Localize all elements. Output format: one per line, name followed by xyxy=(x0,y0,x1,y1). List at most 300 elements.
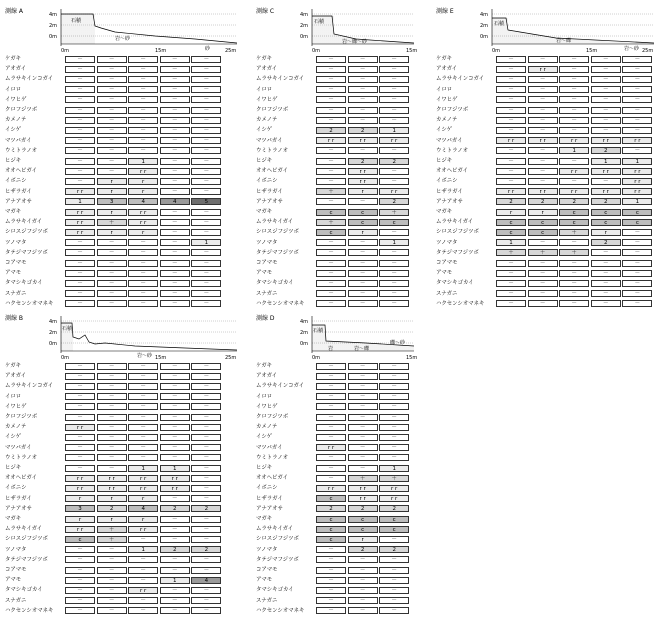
abundance-cell: － xyxy=(160,290,190,297)
abundance-cell: － xyxy=(559,76,589,83)
abundance-cell: r r xyxy=(379,495,409,502)
abundance-cell: 3 xyxy=(97,198,127,205)
species-name: イボニシ xyxy=(5,178,27,185)
abundance-cell: － xyxy=(65,546,95,553)
abundance-cell: － xyxy=(348,280,378,287)
abundance-cell: － xyxy=(191,290,221,297)
species-row xyxy=(256,525,496,533)
species-row xyxy=(436,126,661,134)
species-row xyxy=(436,249,661,257)
abundance-cell: ＋ xyxy=(97,536,127,543)
abundance-cell: － xyxy=(379,270,409,277)
abundance-cell: － xyxy=(528,76,558,83)
abundance-cell: － xyxy=(316,454,346,461)
abundance-cell: － xyxy=(559,158,589,165)
abundance-cell: － xyxy=(65,260,95,267)
abundance-cell: － xyxy=(528,300,558,307)
abundance-cell: － xyxy=(559,66,589,73)
species-name: イボニシ xyxy=(5,485,27,492)
species-row xyxy=(5,96,245,104)
abundance-cell: r r xyxy=(559,137,589,144)
species-name: ハクセンシオマネキ xyxy=(5,607,54,614)
species-name: アオガイ xyxy=(436,66,458,73)
abundance-cell: 4 xyxy=(160,198,190,205)
abundance-cell: － xyxy=(160,597,190,604)
species-name: ケガキ xyxy=(5,363,22,369)
abundance-cell: － xyxy=(348,96,378,103)
abundance-cell: 2 xyxy=(379,198,409,205)
abundance-cell: － xyxy=(160,96,190,103)
species-name: カメノテ xyxy=(256,117,278,124)
species-name: ヒザラガイ xyxy=(436,188,463,195)
abundance-cell: r r xyxy=(128,587,158,594)
abundance-cell: － xyxy=(191,495,221,502)
species-row xyxy=(5,86,245,94)
abundance-cell: － xyxy=(348,260,378,267)
abundance-cell: － xyxy=(528,96,558,103)
abundance-cell: 2 xyxy=(348,158,378,165)
abundance-cell: － xyxy=(622,300,652,307)
abundance-cell: － xyxy=(622,147,652,154)
species-row xyxy=(5,607,245,615)
abundance-cell: － xyxy=(348,414,378,421)
abundance-cell: － xyxy=(128,56,158,63)
abundance-cell: － xyxy=(191,434,221,441)
species-row xyxy=(436,279,661,287)
abundance-cell: － xyxy=(379,363,409,370)
abundance-cell: － xyxy=(496,260,526,267)
species-name: アマモ xyxy=(256,270,273,277)
abundance-cell: － xyxy=(559,239,589,246)
species-name: スナガニ xyxy=(5,597,27,604)
species-row xyxy=(5,126,245,134)
abundance-cell: r r xyxy=(379,137,409,144)
abundance-cell: － xyxy=(191,300,221,307)
abundance-cell: r xyxy=(65,516,95,523)
species-name: イワヒゲ xyxy=(5,403,27,410)
abundance-cell: － xyxy=(191,597,221,604)
abundance-cell: 1 xyxy=(559,147,589,154)
abundance-cell: － xyxy=(128,107,158,114)
abundance-cell: － xyxy=(65,239,95,246)
axis-tick: 0m xyxy=(312,355,321,361)
species-name: ハクセンシオマネキ xyxy=(436,300,485,307)
abundance-cell: ＋ xyxy=(559,249,589,256)
abundance-cell: － xyxy=(622,229,652,236)
abundance-cell: － xyxy=(97,373,127,380)
abundance-cell: － xyxy=(65,403,95,410)
species-row xyxy=(436,167,661,175)
abundance-cell: － xyxy=(191,86,221,93)
elev-label-4m: 4m xyxy=(300,12,309,18)
abundance-cell: － xyxy=(379,414,409,421)
abundance-cell: 2 xyxy=(379,158,409,165)
abundance-cell: － xyxy=(591,290,621,297)
abundance-cell: － xyxy=(160,86,190,93)
abundance-cell: r r xyxy=(316,444,346,451)
species-name: イシゲ xyxy=(436,127,453,134)
abundance-cell: － xyxy=(65,86,95,93)
species-row xyxy=(436,96,661,104)
abundance-cell: 2 xyxy=(191,505,221,512)
abundance-cell: c xyxy=(379,526,409,533)
species-row xyxy=(5,362,245,370)
abundance-cell: － xyxy=(128,239,158,246)
abundance-cell: － xyxy=(97,363,127,370)
axis-tick: 25m xyxy=(642,48,654,54)
abundance-cell: － xyxy=(316,290,346,297)
abundance-cell: 2 xyxy=(348,505,378,512)
abundance-cell: － xyxy=(559,107,589,114)
species-name: ウミトラノオ xyxy=(256,147,289,154)
abundance-cell: － xyxy=(65,147,95,154)
abundance-cell: － xyxy=(97,393,127,400)
abundance-cell: － xyxy=(97,556,127,563)
abundance-cell: － xyxy=(65,96,95,103)
species-name: タテジマフジツボ xyxy=(256,556,299,563)
abundance-cell: r r xyxy=(128,168,158,175)
species-name: イボニシ xyxy=(256,485,278,492)
abundance-cell: － xyxy=(128,270,158,277)
species-name: シロスジフジツボ xyxy=(256,229,299,236)
abundance-cell: － xyxy=(348,198,378,205)
abundance-cell: r r xyxy=(559,188,589,195)
abundance-cell: － xyxy=(65,76,95,83)
abundance-cell: 1 xyxy=(128,465,158,472)
abundance-cell: － xyxy=(128,363,158,370)
species-name: ヒザラガイ xyxy=(5,495,32,502)
axis-tick: 15m xyxy=(406,355,418,361)
abundance-cell: － xyxy=(348,465,378,472)
abundance-cell: － xyxy=(191,219,221,226)
abundance-cell: 1 xyxy=(591,158,621,165)
abundance-cell: － xyxy=(97,260,127,267)
transect-title: 測線 B xyxy=(5,315,24,322)
species-name: マガキ xyxy=(256,209,273,215)
abundance-cell: 2 xyxy=(316,505,346,512)
species-row xyxy=(256,444,496,452)
species-name: カメノテ xyxy=(436,117,458,124)
abundance-cell: － xyxy=(528,168,558,175)
abundance-cell: － xyxy=(591,280,621,287)
species-row xyxy=(436,259,661,267)
abundance-cell: － xyxy=(65,363,95,370)
elev-label-2m: 2m xyxy=(49,330,58,336)
abundance-cell: － xyxy=(379,373,409,380)
beach-profile xyxy=(256,6,426,52)
species-name: クロフジツボ xyxy=(5,414,38,420)
abundance-cell: － xyxy=(160,516,190,523)
abundance-cell: － xyxy=(379,607,409,614)
transect-title: 測線 E xyxy=(436,8,454,15)
abundance-cell: r r xyxy=(591,168,621,175)
species-row xyxy=(256,393,496,401)
species-name: タテジマフジツボ xyxy=(256,249,299,256)
abundance-cell: － xyxy=(316,597,346,604)
abundance-cell: － xyxy=(379,597,409,604)
abundance-cell: － xyxy=(65,373,95,380)
abundance-cell: 2 xyxy=(348,546,378,553)
species-row xyxy=(436,157,661,165)
species-name: ムラサキイガイ xyxy=(256,526,294,533)
abundance-cell: 4 xyxy=(128,505,158,512)
abundance-cell: － xyxy=(622,107,652,114)
abundance-cell: c xyxy=(348,219,378,226)
abundance-cell: － xyxy=(191,76,221,83)
abundance-cell: － xyxy=(379,229,409,236)
abundance-cell: － xyxy=(348,66,378,73)
abundance-cell: r r xyxy=(316,137,346,144)
abundance-cell: r xyxy=(97,188,127,195)
substrate-label: 岩～砂 xyxy=(115,36,131,42)
abundance-cell: － xyxy=(379,290,409,297)
abundance-cell: － xyxy=(97,414,127,421)
species-row xyxy=(5,239,245,247)
species-name: タテジマフジツボ xyxy=(5,249,48,256)
abundance-cell: － xyxy=(160,373,190,380)
species-row xyxy=(256,372,496,380)
abundance-cell: － xyxy=(160,127,190,134)
abundance-cell: － xyxy=(97,444,127,451)
abundance-cell: － xyxy=(128,444,158,451)
species-row xyxy=(5,597,245,605)
abundance-cell: － xyxy=(348,454,378,461)
abundance-cell: 1 xyxy=(379,465,409,472)
abundance-cell: － xyxy=(528,280,558,287)
abundance-cell: － xyxy=(160,147,190,154)
transect-title: 測線 A xyxy=(5,8,24,15)
axis-tick: 15m xyxy=(586,48,598,54)
abundance-cell: － xyxy=(191,56,221,63)
abundance-cell: r xyxy=(496,209,526,216)
elev-label-0m: 0m xyxy=(480,34,489,40)
abundance-cell: r r xyxy=(348,168,378,175)
abundance-cell: － xyxy=(128,280,158,287)
abundance-cell: － xyxy=(160,414,190,421)
abundance-cell: － xyxy=(379,424,409,431)
abundance-cell: － xyxy=(65,66,95,73)
abundance-cell: － xyxy=(97,76,127,83)
abundance-cell: － xyxy=(128,137,158,144)
abundance-cell: － xyxy=(348,556,378,563)
abundance-cell: － xyxy=(622,127,652,134)
species-name: スナガニ xyxy=(436,290,458,297)
species-name: スナガニ xyxy=(256,290,278,297)
abundance-cell: － xyxy=(160,270,190,277)
abundance-cell: r xyxy=(128,495,158,502)
species-row xyxy=(5,393,245,401)
abundance-cell: － xyxy=(379,536,409,543)
abundance-cell: － xyxy=(316,546,346,553)
abundance-cell: － xyxy=(97,56,127,63)
abundance-cell: － xyxy=(591,107,621,114)
abundance-cell: r r xyxy=(528,137,558,144)
abundance-cell: － xyxy=(496,76,526,83)
species-row xyxy=(256,382,496,390)
species-row xyxy=(436,228,661,236)
abundance-cell: － xyxy=(528,147,558,154)
species-name: シロスジフジツボ xyxy=(5,229,48,236)
abundance-cell: － xyxy=(65,280,95,287)
species-row xyxy=(5,198,245,206)
abundance-cell: － xyxy=(348,434,378,441)
species-name: ウミトラノオ xyxy=(436,147,469,154)
abundance-cell: － xyxy=(496,158,526,165)
species-name: タマシキゴカイ xyxy=(256,280,294,287)
species-name: タマシキゴカイ xyxy=(256,587,294,594)
abundance-cell: － xyxy=(97,137,127,144)
species-name: イロロ xyxy=(5,393,22,400)
abundance-cell: － xyxy=(191,107,221,114)
species-name: イシゲ xyxy=(256,127,273,134)
abundance-cell: － xyxy=(160,137,190,144)
species-row xyxy=(256,576,496,584)
abundance-cell: － xyxy=(97,168,127,175)
abundance-cell: － xyxy=(191,127,221,134)
abundance-cell: － xyxy=(191,147,221,154)
abundance-cell: － xyxy=(191,536,221,543)
species-row xyxy=(5,454,245,462)
abundance-cell: － xyxy=(191,444,221,451)
abundance-cell: － xyxy=(191,373,221,380)
substrate-label: 岩 xyxy=(328,346,334,352)
abundance-cell: － xyxy=(379,117,409,124)
abundance-cell: － xyxy=(316,158,346,165)
abundance-cell: － xyxy=(559,178,589,185)
species-name: マツバガイ xyxy=(5,137,32,144)
species-row xyxy=(256,454,496,462)
species-row xyxy=(436,290,661,298)
species-name: ムラサキインコガイ xyxy=(256,383,305,390)
abundance-cell: － xyxy=(622,239,652,246)
substrate-label: 岩～砂 xyxy=(624,46,640,52)
species-row xyxy=(436,239,661,247)
abundance-cell: － xyxy=(128,567,158,574)
abundance-cell: r xyxy=(128,178,158,185)
abundance-cell: － xyxy=(622,66,652,73)
abundance-cell: r r xyxy=(591,188,621,195)
species-name: ムラサキイガイ xyxy=(5,526,43,533)
abundance-cell: ＋ xyxy=(316,219,346,226)
abundance-cell: － xyxy=(65,168,95,175)
abundance-cell: r xyxy=(528,209,558,216)
species-name: アオガイ xyxy=(256,66,278,73)
abundance-cell: － xyxy=(191,117,221,124)
species-row xyxy=(5,515,245,523)
species-row xyxy=(256,597,496,605)
abundance-cell: c xyxy=(316,516,346,523)
abundance-cell: － xyxy=(97,577,127,584)
abundance-cell: － xyxy=(379,587,409,594)
beach-profile xyxy=(5,313,245,359)
species-row xyxy=(5,382,245,390)
abundance-cell: － xyxy=(559,280,589,287)
abundance-cell: － xyxy=(348,290,378,297)
abundance-cell: － xyxy=(348,117,378,124)
abundance-cell: － xyxy=(348,363,378,370)
abundance-cell: 2 xyxy=(348,127,378,134)
abundance-cell: － xyxy=(97,434,127,441)
abundance-cell: － xyxy=(622,270,652,277)
species-row xyxy=(5,55,245,63)
abundance-cell: r xyxy=(65,495,95,502)
abundance-cell: － xyxy=(191,137,221,144)
species-name: イワヒゲ xyxy=(256,403,278,410)
species-name: アナアオサ xyxy=(436,198,463,205)
abundance-cell: － xyxy=(379,76,409,83)
species-name: ツノマタ xyxy=(5,546,27,553)
species-name: アオガイ xyxy=(256,373,278,380)
abundance-cell: r r xyxy=(528,188,558,195)
abundance-cell: － xyxy=(128,424,158,431)
abundance-cell: r r xyxy=(496,188,526,195)
abundance-cell: － xyxy=(316,424,346,431)
species-name: ムラサキイガイ xyxy=(436,219,474,226)
species-name: コアマモ xyxy=(256,567,278,573)
abundance-cell: － xyxy=(160,587,190,594)
abundance-cell: c xyxy=(496,219,526,226)
abundance-cell: － xyxy=(591,127,621,134)
abundance-cell: － xyxy=(160,300,190,307)
abundance-cell: － xyxy=(528,290,558,297)
abundance-cell: － xyxy=(65,414,95,421)
abundance-cell: － xyxy=(379,383,409,390)
abundance-cell: c xyxy=(316,536,346,543)
species-name: カメノテ xyxy=(256,424,278,431)
abundance-cell: － xyxy=(316,465,346,472)
abundance-cell: － xyxy=(316,260,346,267)
abundance-cell: － xyxy=(65,393,95,400)
abundance-cell: － xyxy=(496,107,526,114)
abundance-cell: － xyxy=(191,475,221,482)
abundance-cell: － xyxy=(316,86,346,93)
elev-label-4m: 4m xyxy=(480,12,489,18)
abundance-cell: － xyxy=(496,127,526,134)
abundance-cell: － xyxy=(348,393,378,400)
abundance-cell: － xyxy=(496,117,526,124)
abundance-cell: － xyxy=(316,556,346,563)
abundance-cell: － xyxy=(128,383,158,390)
abundance-cell: c xyxy=(316,495,346,502)
abundance-cell: － xyxy=(379,260,409,267)
abundance-cell: － xyxy=(316,475,346,482)
abundance-cell: r r xyxy=(65,219,95,226)
abundance-cell: － xyxy=(559,56,589,63)
abundance-cell: － xyxy=(496,96,526,103)
species-row xyxy=(436,177,661,185)
species-row xyxy=(256,403,496,411)
abundance-cell: － xyxy=(528,117,558,124)
axis-tick: 0m xyxy=(312,48,321,54)
abundance-cell: ＋ xyxy=(97,219,127,226)
abundance-cell: － xyxy=(622,290,652,297)
species-row xyxy=(256,495,496,503)
abundance-cell: － xyxy=(316,198,346,205)
species-name: ムラサキインコガイ xyxy=(256,76,305,83)
species-name: イボニシ xyxy=(436,178,458,185)
abundance-cell: － xyxy=(316,587,346,594)
abundance-cell: － xyxy=(622,260,652,267)
abundance-cell: － xyxy=(379,556,409,563)
species-name: オオヘビガイ xyxy=(436,168,469,175)
abundance-cell: － xyxy=(348,147,378,154)
abundance-cell: － xyxy=(191,403,221,410)
species-name: ヒジキ xyxy=(256,465,273,471)
abundance-cell: － xyxy=(622,86,652,93)
abundance-cell: － xyxy=(160,383,190,390)
abundance-cell: r r xyxy=(316,485,346,492)
abundance-cell: － xyxy=(316,393,346,400)
